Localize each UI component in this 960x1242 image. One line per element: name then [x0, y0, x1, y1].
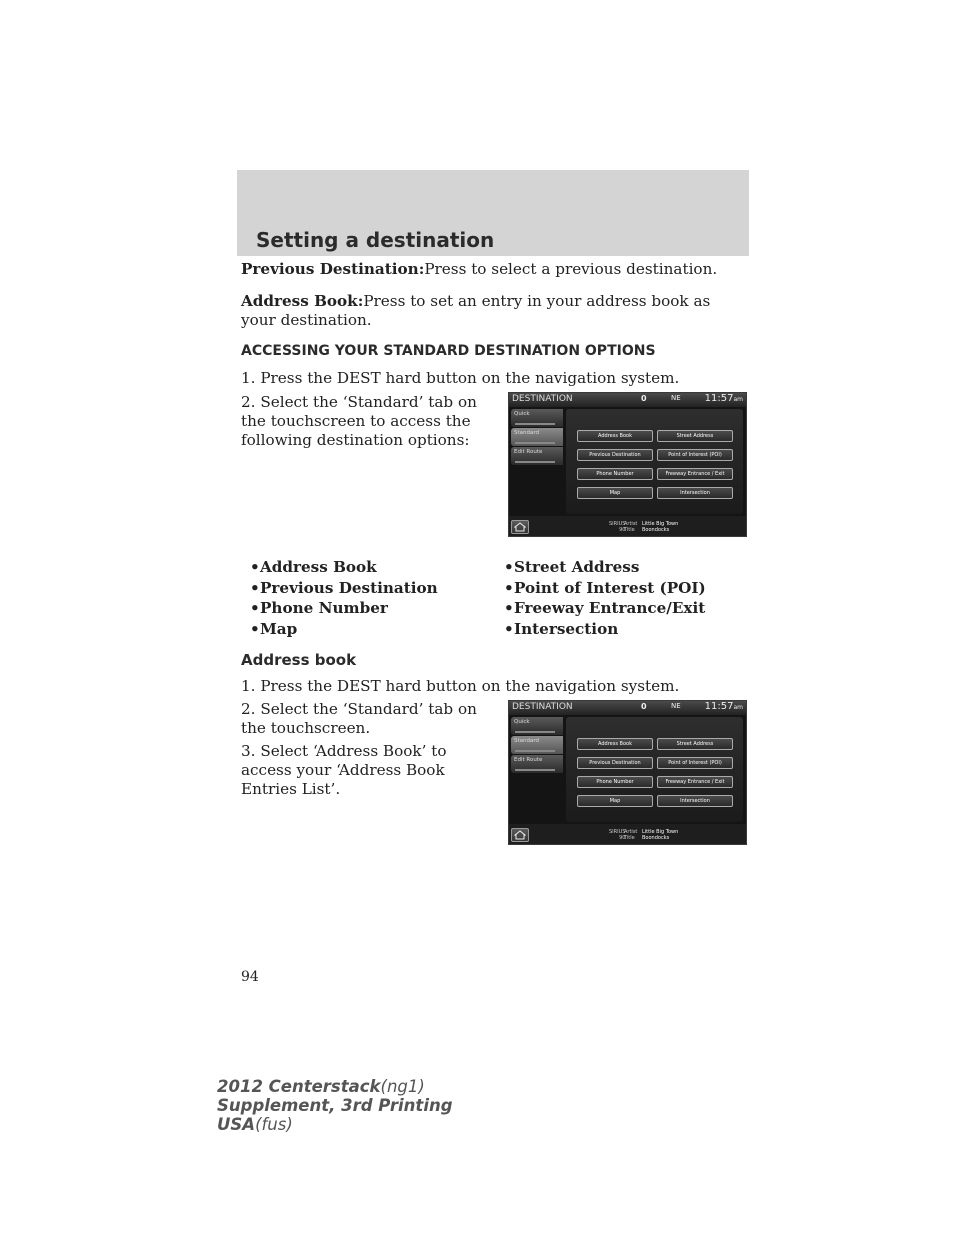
footer-line: Supplement, 3rd Printing	[217, 1096, 453, 1115]
term: Previous Destination:	[241, 260, 425, 278]
screen-title: DESTINATION	[512, 702, 573, 712]
list-item: •Previous Destination	[250, 578, 438, 597]
option-intersection: Intersection	[657, 795, 733, 807]
clock-ampm: am	[733, 704, 743, 711]
bullet-column-right	[504, 558, 706, 640]
list-item: •Intersection	[504, 619, 619, 638]
footer-line: 2012 Centerstack(ng1)	[217, 1077, 425, 1096]
list-item: •Street Address	[504, 558, 640, 576]
list-item: •Address Book	[250, 558, 377, 576]
tab-label: Edit Route	[514, 449, 543, 455]
screen-title-bar	[509, 701, 746, 715]
option-street-address: Street Address	[657, 430, 733, 442]
screen-title-bar	[509, 393, 746, 407]
step-text: 1. Press the DEST hard button on the navigation system.	[241, 677, 680, 695]
list-item: •Phone Number	[250, 599, 388, 617]
option-address-book: Address Book	[577, 430, 653, 442]
step-text: 2. Select the ‘Standard’ tab on the touchscreen to access the following destination options:	[241, 393, 477, 449]
screen-tabs	[509, 407, 567, 516]
list-item: •Map	[250, 619, 298, 638]
clock-ampm: am	[733, 396, 743, 403]
radio-now-playing: Little Big Town Boondocks	[642, 521, 679, 533]
tab-label: Quick	[514, 719, 530, 725]
tab-quick	[511, 717, 563, 735]
option-poi: Point of Interest (POI)	[657, 449, 733, 461]
radio-labels: Artist Title	[624, 521, 638, 533]
clock-time: 11:57	[704, 701, 734, 712]
list-item: •Point of Interest (POI)	[504, 578, 706, 597]
option-poi: Point of Interest (POI)	[657, 757, 733, 769]
intro-address-book	[241, 292, 746, 330]
tab-label: Edit Route	[514, 757, 543, 763]
option-street-address: Street Address	[657, 738, 733, 750]
tab-standard	[511, 428, 563, 446]
option-map: Map	[577, 795, 653, 807]
screen-indicator: 0	[641, 394, 647, 403]
section-title: Setting a destination	[256, 228, 495, 252]
definition: Press to select a previous destination.	[424, 260, 718, 278]
step-text: 1. Press the DEST hard button on the navigation system.	[241, 369, 680, 387]
section-heading-standard-options: ACCESSING YOUR STANDARD DESTINATION OPTIONS	[241, 343, 656, 359]
step-text: 3. Select ‘Address Book’ to access your ‘Address Book Entries List’.	[241, 742, 447, 798]
term: Address Book:	[241, 292, 364, 310]
tab-label: Standard	[514, 738, 540, 744]
option-map: Map	[577, 487, 653, 499]
option-phone-number: Phone Number	[577, 468, 653, 480]
step-text: 2. Select the ‘Standard’ tab on the touchscreen.	[241, 700, 477, 737]
screen-tabs	[509, 715, 567, 824]
intro-previous-destination	[241, 260, 746, 279]
option-phone-number: Phone Number	[577, 776, 653, 788]
screen-status-bar	[509, 516, 746, 536]
document-footer	[217, 1077, 453, 1134]
radio-channel: SIRIUS 90	[609, 521, 626, 533]
option-previous-destination: Previous Destination	[577, 757, 653, 769]
list-item: •Freeway Entrance/Exit	[504, 599, 706, 617]
screen-options-panel	[566, 717, 743, 822]
screen-title: DESTINATION	[512, 394, 573, 404]
section-header-band	[237, 170, 749, 256]
tab-quick	[511, 409, 563, 427]
option-freeway: Freeway Entrance / Exit	[657, 468, 733, 480]
clock	[705, 701, 743, 712]
option-previous-destination: Previous Destination	[577, 449, 653, 461]
clock	[705, 393, 743, 404]
radio-now-playing: Little Big Town Boondocks	[642, 829, 679, 841]
definition: Press to set an entry in your address book as your destination.	[241, 292, 711, 329]
screen-status-bar	[509, 824, 746, 844]
navigation-screenshot	[508, 700, 747, 845]
clock-time: 11:57	[704, 393, 734, 404]
option-address-book: Address Book	[577, 738, 653, 750]
screen-options-panel	[566, 409, 743, 514]
home-icon	[511, 520, 529, 534]
tab-label: Standard	[514, 430, 540, 436]
navigation-screenshot	[508, 392, 747, 537]
radio-labels: Artist Title	[624, 829, 638, 841]
tab-edit-route	[511, 755, 563, 773]
option-intersection: Intersection	[657, 487, 733, 499]
compass-indicator: NE	[671, 394, 681, 402]
bullet-column-left	[250, 558, 438, 640]
footer-line: USA(fus)	[217, 1115, 293, 1134]
section-heading-address-book: Address book	[241, 651, 357, 669]
tab-standard	[511, 736, 563, 754]
page-number: 94	[241, 969, 259, 985]
option-freeway: Freeway Entrance / Exit	[657, 776, 733, 788]
home-icon	[511, 828, 529, 842]
tab-edit-route	[511, 447, 563, 465]
compass-indicator: NE	[671, 702, 681, 710]
screen-indicator: 0	[641, 702, 647, 711]
radio-channel: SIRIUS 90	[609, 829, 626, 841]
tab-label: Quick	[514, 411, 530, 417]
